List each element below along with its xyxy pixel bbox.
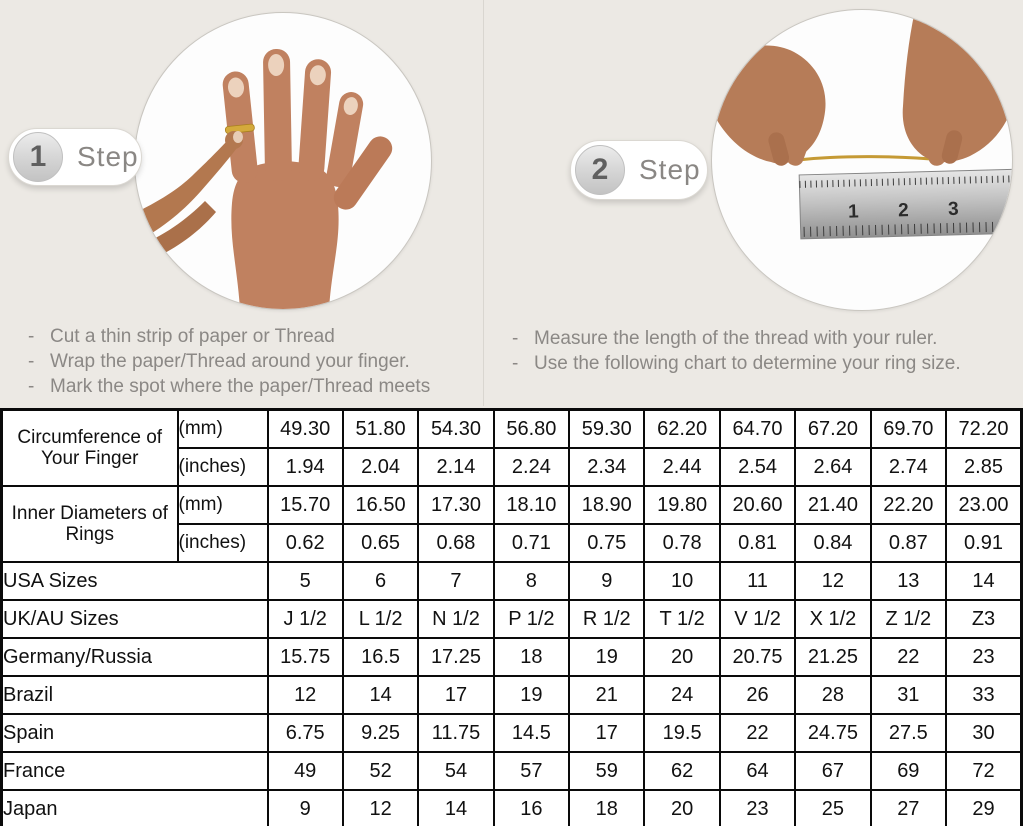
instruction-text: Use the following chart to determine your ring size.	[534, 353, 961, 374]
table-row-circumference-mm	[2, 410, 1022, 449]
table-cell: 11.75	[418, 714, 493, 752]
table-cell: 51.80	[343, 410, 418, 449]
table-cell: 27.5	[871, 714, 946, 752]
table-cell: 17	[569, 714, 644, 752]
table-cell: 21	[569, 676, 644, 714]
instruction-text: Mark the spot where the paper/Thread meets	[50, 376, 431, 397]
table-cell: 13	[871, 562, 946, 600]
table-cell: 2.54	[720, 448, 795, 486]
step-1-badge	[8, 128, 142, 186]
table-cell: 28	[795, 676, 870, 714]
table-cell: 62	[644, 752, 719, 790]
dash-bullet: -	[512, 328, 519, 349]
table-row-usa	[2, 562, 1022, 600]
ruler-number: 1	[847, 201, 860, 223]
row-label-spain: Spain	[2, 714, 268, 752]
row-label-ukau: UK/AU Sizes	[2, 600, 268, 638]
instructions-section	[0, 0, 1023, 408]
gold-thread	[798, 157, 942, 160]
table-cell: 69	[871, 752, 946, 790]
step-2-instructions	[508, 326, 961, 376]
table-cell: 23	[720, 790, 795, 826]
table-row-japan	[2, 790, 1022, 826]
table-cell: 22	[871, 638, 946, 676]
table-cell: 21.40	[795, 486, 870, 524]
table-cell: 14	[946, 562, 1021, 600]
table-cell: 56.80	[494, 410, 569, 449]
table-cell: 0.84	[795, 524, 870, 562]
table-cell: N 1/2	[418, 600, 493, 638]
table-cell: 2.04	[343, 448, 418, 486]
step-2-badge	[570, 140, 708, 200]
table-cell: 12	[795, 562, 870, 600]
table-cell: 62.20	[644, 410, 719, 449]
ring-size-table	[0, 408, 1023, 826]
instruction-item	[508, 326, 961, 351]
table-cell: 0.81	[720, 524, 795, 562]
ruler-number: 2	[897, 200, 909, 222]
table-cell: 2.44	[644, 448, 719, 486]
table-cell: 26	[720, 676, 795, 714]
size-chart-section	[0, 408, 1023, 826]
table-cell: 49.30	[268, 410, 343, 449]
table-row-brazil	[2, 676, 1022, 714]
table-cell: 20.75	[720, 638, 795, 676]
table-cell: 2.34	[569, 448, 644, 486]
table-cell: 19	[494, 676, 569, 714]
table-cell: 18	[494, 638, 569, 676]
table-cell: 9	[569, 562, 644, 600]
table-cell: 0.62	[268, 524, 343, 562]
dash-bullet: -	[28, 376, 35, 397]
table-cell: 16.5	[343, 638, 418, 676]
table-cell: 21.25	[795, 638, 870, 676]
table-cell: 67.20	[795, 410, 870, 449]
table-cell: 16	[494, 790, 569, 826]
instruction-text: Cut a thin strip of paper or Thread	[50, 326, 335, 347]
row-label-diameter: Inner Diameters of Rings	[2, 486, 178, 562]
row-label-usa: USA Sizes	[2, 562, 268, 600]
table-cell: 72	[946, 752, 1021, 790]
table-cell: 2.85	[946, 448, 1021, 486]
table-cell: 2.64	[795, 448, 870, 486]
row-label-france: France	[2, 752, 268, 790]
step-1-number: 1	[13, 132, 63, 182]
ruler	[799, 169, 1012, 239]
table-row-diameter-mm	[2, 486, 1022, 524]
table-cell: 0.68	[418, 524, 493, 562]
table-cell: 27	[871, 790, 946, 826]
table-cell: 14	[418, 790, 493, 826]
measuring-thread-ruler-illustration	[712, 10, 1012, 310]
step-2-number: 2	[575, 145, 625, 195]
table-row-germany	[2, 638, 1022, 676]
table-cell: 9	[268, 790, 343, 826]
table-cell: 16.50	[343, 486, 418, 524]
ruler-number: 3	[947, 198, 959, 221]
table-cell: 17.30	[418, 486, 493, 524]
table-cell: 59	[569, 752, 644, 790]
table-cell: 54	[418, 752, 493, 790]
table-cell: 19	[569, 638, 644, 676]
unit-cell: (inches)	[178, 524, 268, 562]
table-cell: 14.5	[494, 714, 569, 752]
step-1-label: Step	[77, 141, 139, 172]
table-cell: 2.14	[418, 448, 493, 486]
step-2-label: Step	[639, 154, 701, 185]
unit-cell: (inches)	[178, 448, 268, 486]
table-cell: 54.30	[418, 410, 493, 449]
table-cell: 1.94	[268, 448, 343, 486]
table-cell: 0.91	[946, 524, 1021, 562]
table-cell: 2.24	[494, 448, 569, 486]
table-cell: 57	[494, 752, 569, 790]
table-cell: 0.75	[569, 524, 644, 562]
instruction-item	[24, 374, 430, 399]
table-cell: V 1/2	[720, 600, 795, 638]
instruction-text: Wrap the paper/Thread around your finger.	[50, 351, 410, 372]
table-cell: 25	[795, 790, 870, 826]
table-cell: 29	[946, 790, 1021, 826]
table-cell: 72.20	[946, 410, 1021, 449]
step-2-photo	[711, 9, 1013, 311]
table-row-france	[2, 752, 1022, 790]
step-1-photo	[134, 12, 432, 310]
table-cell: 17	[418, 676, 493, 714]
table-cell: 15.70	[268, 486, 343, 524]
table-cell: 17.25	[418, 638, 493, 676]
table-cell: 18.10	[494, 486, 569, 524]
table-cell: 22.20	[871, 486, 946, 524]
table-cell: 23	[946, 638, 1021, 676]
instruction-text: Measure the length of the thread with your ruler.	[534, 328, 938, 349]
table-cell: 22	[720, 714, 795, 752]
table-cell: 67	[795, 752, 870, 790]
table-cell: 23.00	[946, 486, 1021, 524]
instruction-item	[24, 324, 430, 349]
table-row-ukau	[2, 600, 1022, 638]
table-cell: 20	[644, 790, 719, 826]
table-cell: 0.78	[644, 524, 719, 562]
table-cell: 33	[946, 676, 1021, 714]
row-label-brazil: Brazil	[2, 676, 268, 714]
table-cell: 0.65	[343, 524, 418, 562]
table-cell: 6	[343, 562, 418, 600]
unit-cell: (mm)	[178, 486, 268, 524]
table-cell: P 1/2	[494, 600, 569, 638]
column-divider	[483, 0, 484, 406]
table-cell: 24	[644, 676, 719, 714]
table-cell: 69.70	[871, 410, 946, 449]
table-cell: 0.87	[871, 524, 946, 562]
table-cell: 30	[946, 714, 1021, 752]
table-cell: 6.75	[268, 714, 343, 752]
table-cell: 19.80	[644, 486, 719, 524]
table-cell: 20.60	[720, 486, 795, 524]
table-cell: 31	[871, 676, 946, 714]
step-1-instructions	[24, 324, 430, 399]
table-cell: 24.75	[795, 714, 870, 752]
table-cell: Z3	[946, 600, 1021, 638]
table-cell: 59.30	[569, 410, 644, 449]
table-cell: 9.25	[343, 714, 418, 752]
table-cell: J 1/2	[268, 600, 343, 638]
table-cell: Z 1/2	[871, 600, 946, 638]
row-label-circumference: Circumference of Your Finger	[2, 410, 178, 487]
table-cell: 2.74	[871, 448, 946, 486]
table-cell: 12	[268, 676, 343, 714]
table-cell: R 1/2	[569, 600, 644, 638]
table-cell: 49	[268, 752, 343, 790]
table-cell: 52	[343, 752, 418, 790]
row-label-germany: Germany/Russia	[2, 638, 268, 676]
instruction-item	[508, 351, 961, 376]
instruction-item	[24, 349, 430, 374]
table-row-spain	[2, 714, 1022, 752]
table-cell: T 1/2	[644, 600, 719, 638]
table-cell: 5	[268, 562, 343, 600]
hand-with-thread-illustration	[135, 13, 431, 309]
table-cell: 12	[343, 790, 418, 826]
table-cell: 0.71	[494, 524, 569, 562]
table-cell: 14	[343, 676, 418, 714]
table-cell: 19.5	[644, 714, 719, 752]
table-cell: 10	[644, 562, 719, 600]
dash-bullet: -	[28, 326, 35, 347]
table-cell: 18	[569, 790, 644, 826]
table-cell: 20	[644, 638, 719, 676]
table-cell: 64	[720, 752, 795, 790]
dash-bullet: -	[512, 353, 519, 374]
table-cell: L 1/2	[343, 600, 418, 638]
table-cell: 7	[418, 562, 493, 600]
table-cell: 11	[720, 562, 795, 600]
unit-cell: (mm)	[178, 410, 268, 449]
table-cell: 8	[494, 562, 569, 600]
table-cell: 15.75	[268, 638, 343, 676]
table-cell: X 1/2	[795, 600, 870, 638]
row-label-japan: Japan	[2, 790, 268, 826]
dash-bullet: -	[28, 351, 35, 372]
table-cell: 64.70	[720, 410, 795, 449]
table-cell: 18.90	[569, 486, 644, 524]
